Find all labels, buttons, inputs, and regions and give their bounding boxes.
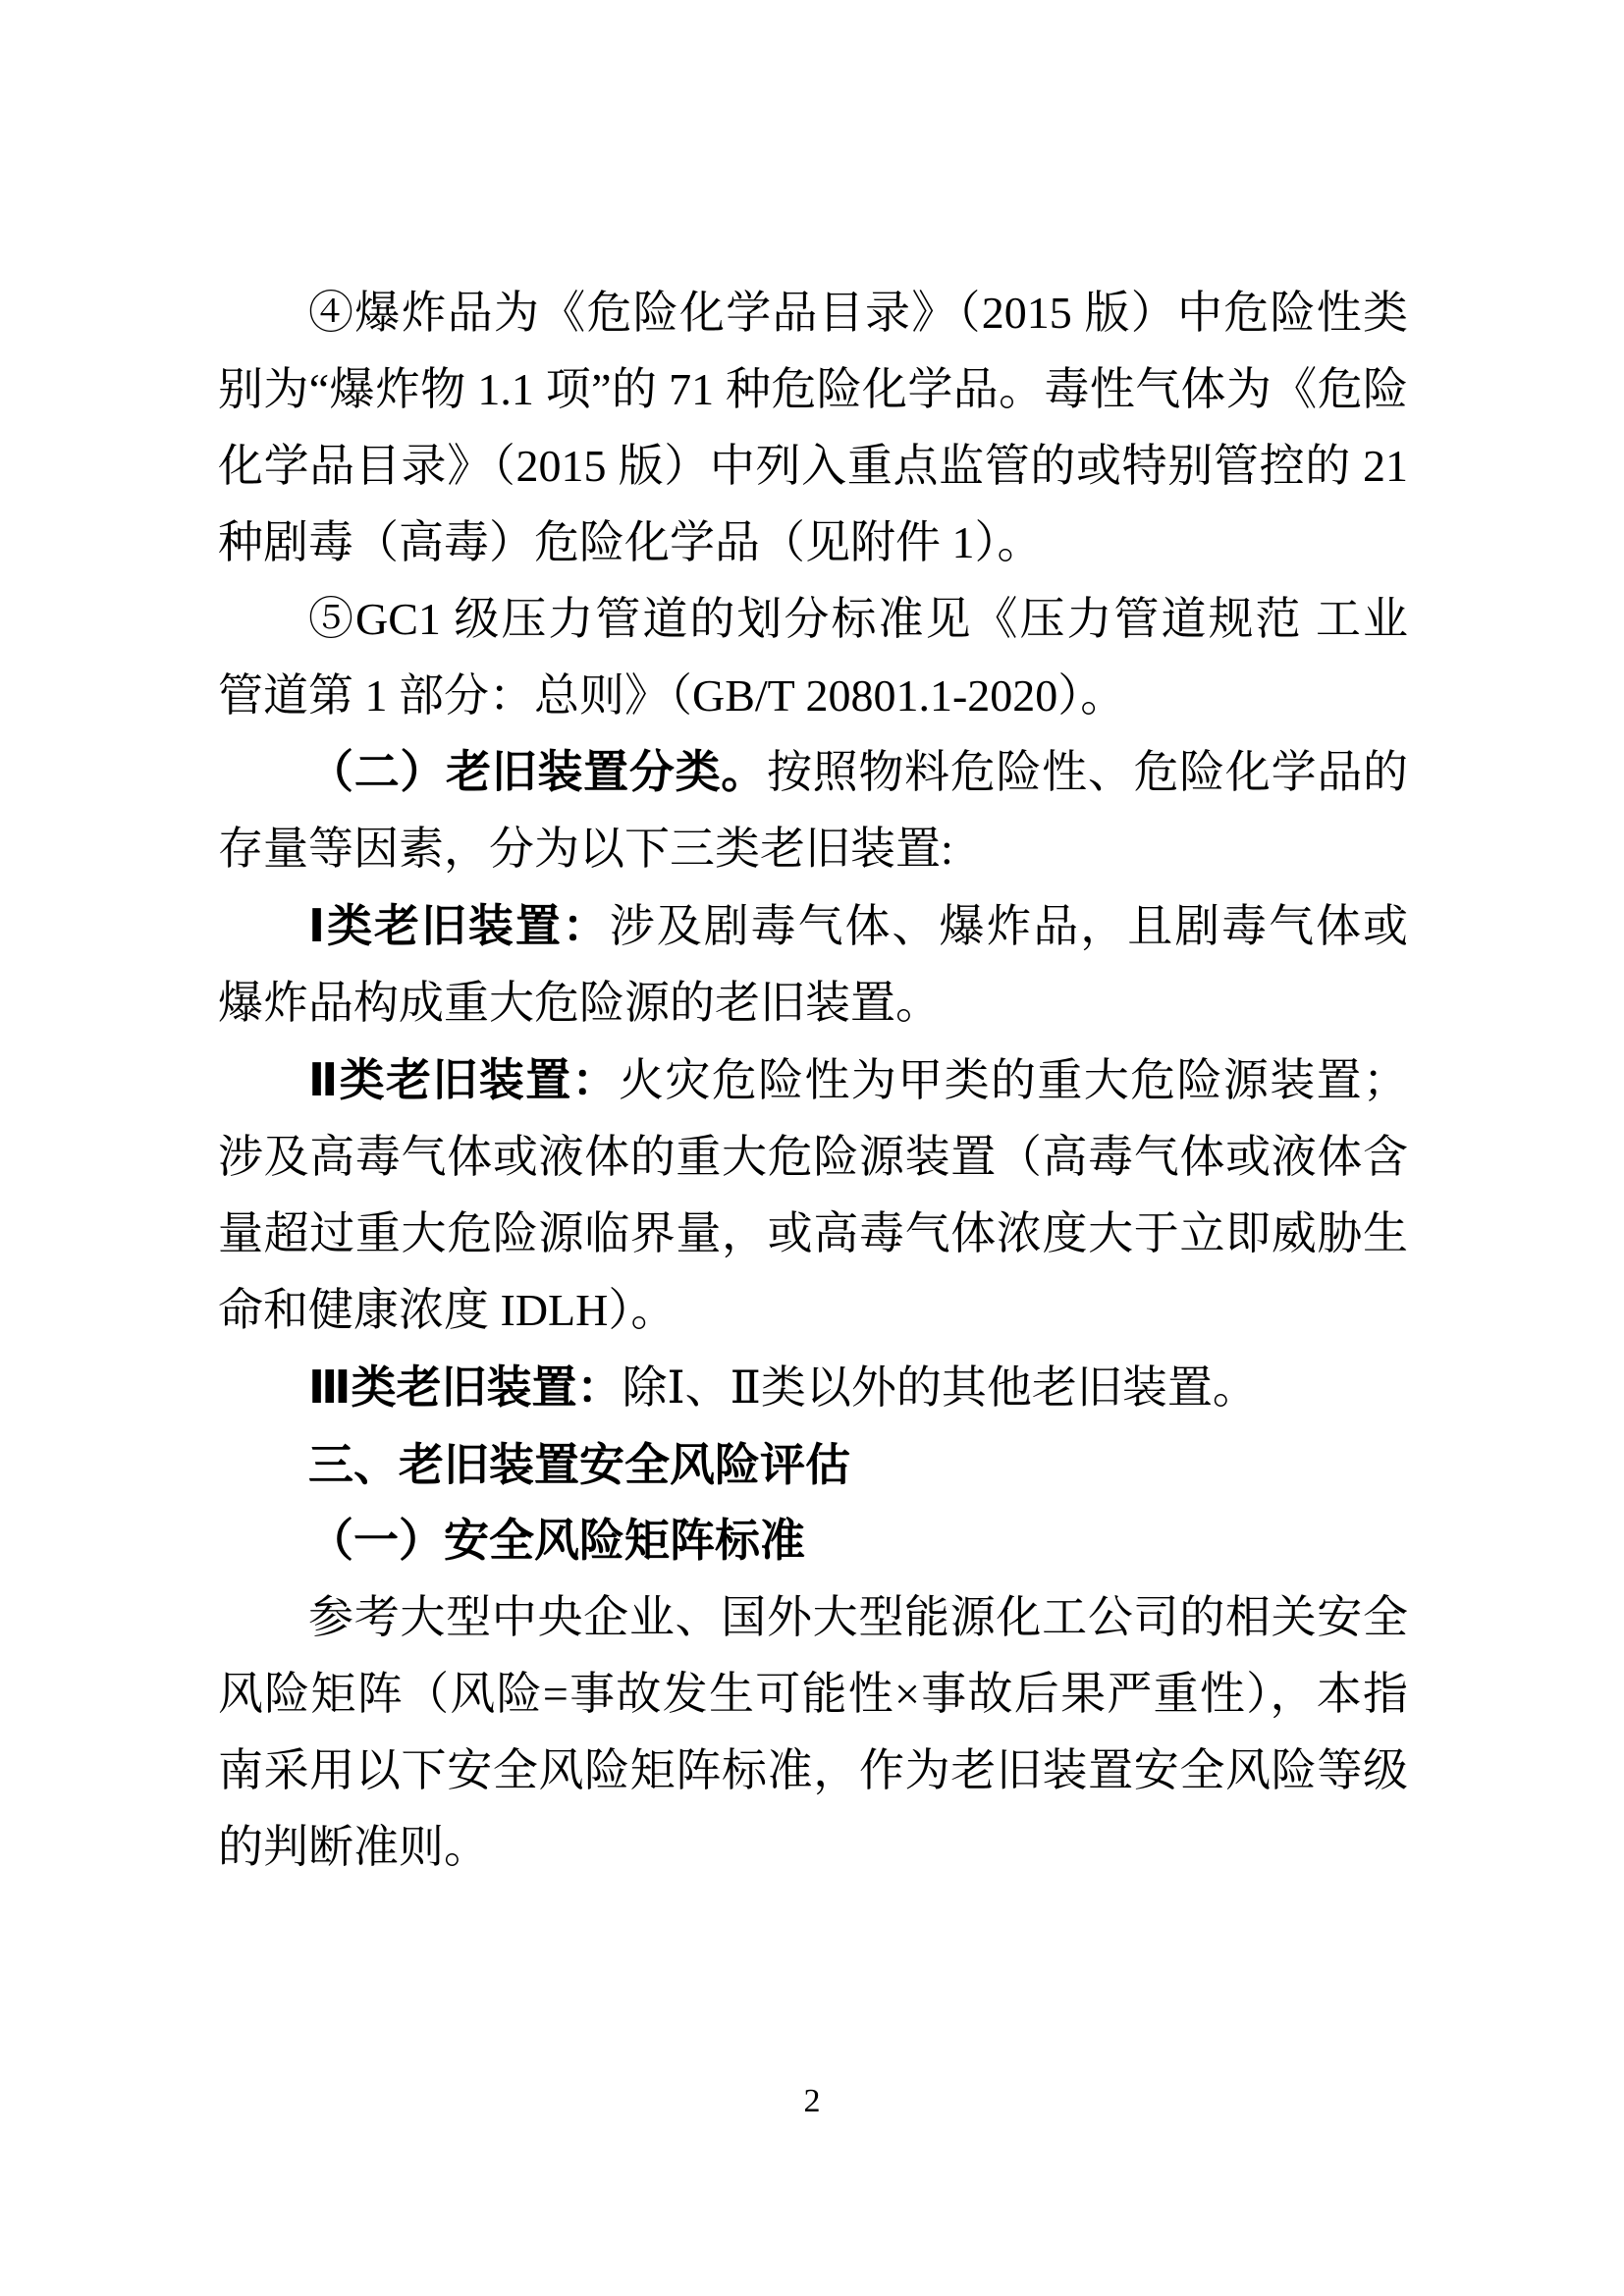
paragraph-note-explosives <box>218 275 1408 581</box>
paragraph-text: 涉及剧毒气体、爆炸品，且剧毒气体或爆炸品构成重大危险源的老旧装置。 <box>218 901 1408 1028</box>
page-number: 2 <box>803 2083 821 2119</box>
heading-text: 三、老旧装置安全风险评估 <box>308 1439 850 1490</box>
heading-text: （一）安全风险矩阵标准 <box>308 1516 805 1566</box>
heading-sub-1-risk-matrix-standard <box>218 1503 1408 1579</box>
heading-section-3-risk-assessment <box>218 1426 1408 1503</box>
paragraph-lead: Ⅲ类老旧装置： <box>308 1362 623 1413</box>
paragraph-lead: Ⅰ类老旧装置： <box>308 900 610 951</box>
document-body <box>218 275 1408 1886</box>
paragraph-class-1-devices <box>218 887 1408 1041</box>
paragraph-risk-matrix-intro <box>218 1579 1408 1886</box>
paragraph-text: 按照物料危险性、危险化学品的存量等因素，分为以下三类老旧装置: <box>218 747 1409 874</box>
paragraph-note-gc1-pipeline <box>218 581 1408 734</box>
paragraph-text: 除Ⅰ、Ⅱ类以外的其他老旧装置。 <box>622 1362 1258 1413</box>
paragraph-class-3-devices <box>218 1349 1408 1426</box>
paragraph-text: ⑤GC1 级压力管道的划分标准见《压力管道规范 工业管道第 1 部分：总则》（GB/T 20801.1-2020）。 <box>218 594 1408 721</box>
paragraph-device-classification <box>218 734 1408 887</box>
paragraph-class-2-devices <box>218 1041 1408 1349</box>
paragraph-text: ④爆炸品为《危险化学品目录》（2015 版）中危险性类别为“爆炸物 1.1 项”的 71 种危险化学品。毒性气体为《危险化学品目录》（2015 版）中列入重点监管的或特别管控的 21 种剧毒（高毒）危险化学品（见附件 1）。 <box>218 288 1408 567</box>
paragraph-lead: Ⅱ类老旧装置： <box>308 1054 619 1105</box>
paragraph-lead: （二）老旧装置分类。 <box>308 747 767 797</box>
paragraph-text: 火灾危险性为甲类的重大危险源装置；涉及高毒气体或液体的重大危险源装置（高毒气体或液体含量超过重大危险源临界量，或高毒气体浓度大于立即威胁生命和健康浓度 IDLH）。 <box>218 1055 1408 1335</box>
paragraph-text: 参考大型中央企业、国外大型能源化工公司的相关安全风险矩阵（风险=事故发生可能性×事故后果严重性），本指南采用以下安全风险矩阵标准，作为老旧装置安全风险等级的判断准则。 <box>218 1592 1408 1872</box>
